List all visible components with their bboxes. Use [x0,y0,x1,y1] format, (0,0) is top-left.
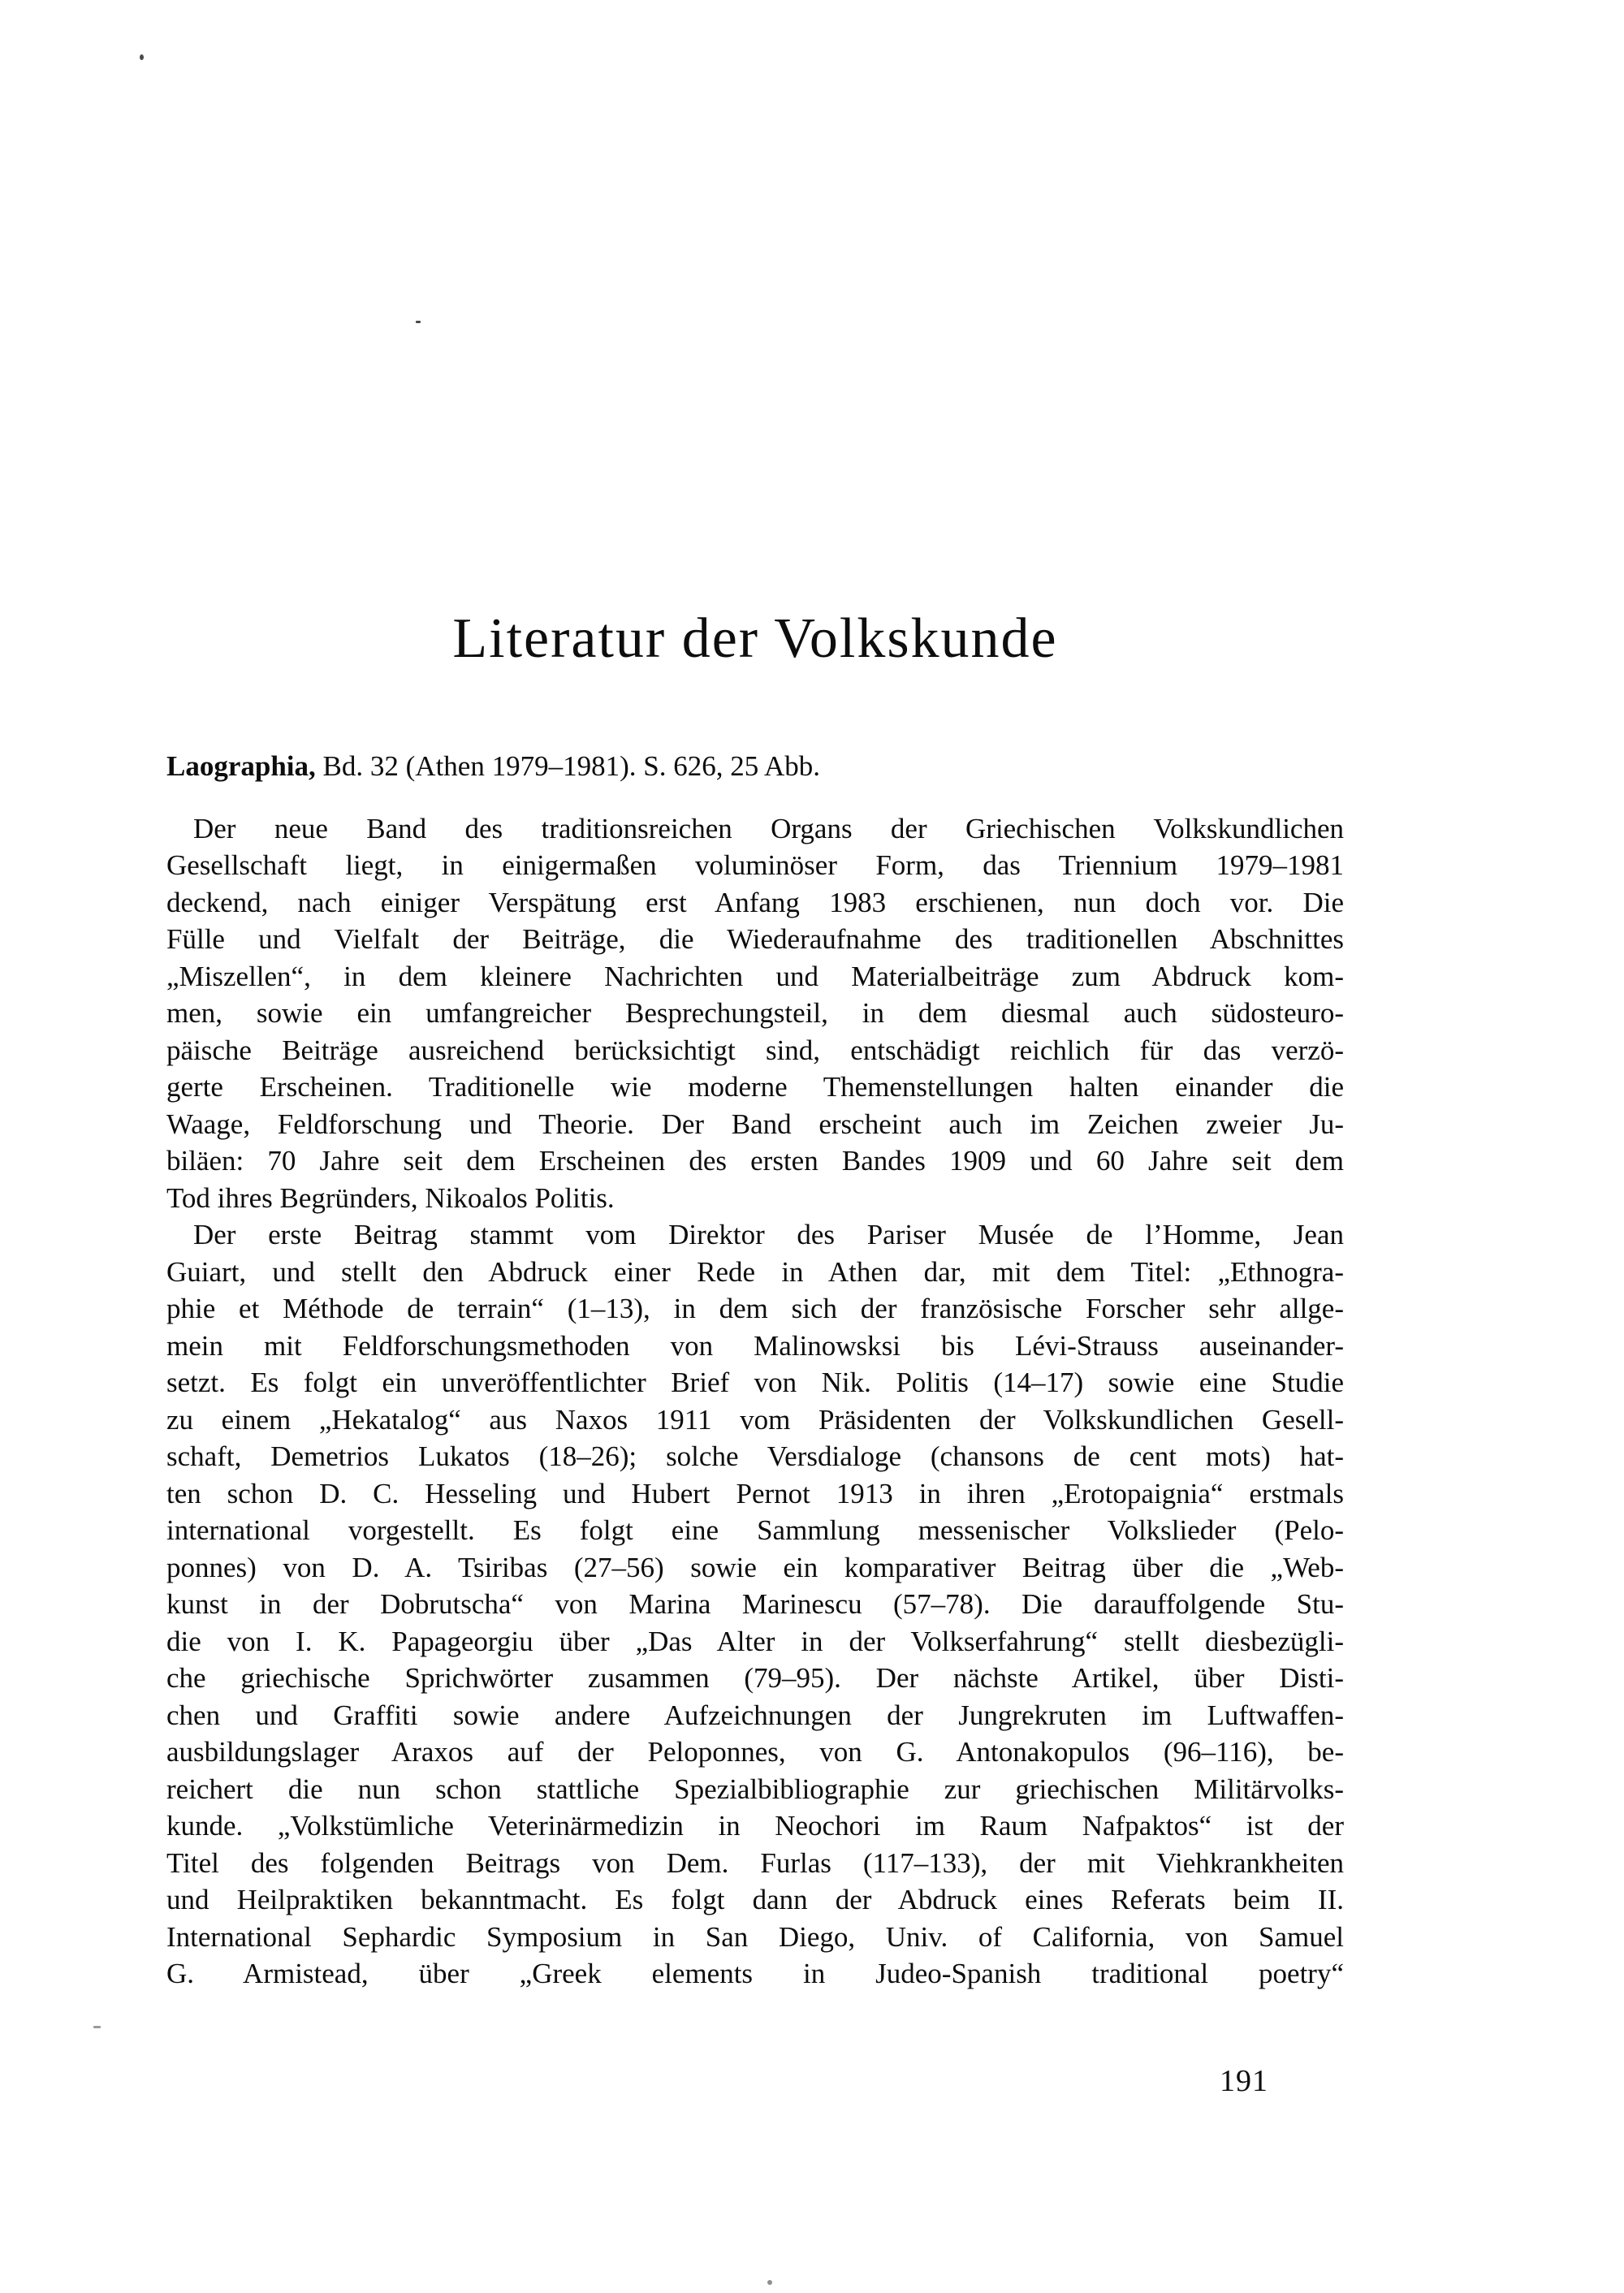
text-line: kunde. „Volkstümliche Veterinärmedizin in Neochori im Raum Nafpaktos“ ist der [166,1810,1344,1842]
text-line: gerte Erscheinen. Traditionelle wie moderne Themenstellungen halten einander die [166,1071,1344,1103]
text-line: ausbildungslager Araxos auf der Peloponnes, von G. Antonakopulos (96–116), be- [166,1736,1344,1768]
text-line: che griechische Sprichwörter zusammen (79–95). Der nächste Artikel, über Disti- [166,1662,1344,1694]
text-line: päische Beiträge ausreichend berücksichtigt sind, entschädigt reichlich für das verzö- [166,1034,1344,1066]
text-line: Tod ihres Begründers, Nikoalos Politis. [166,1181,615,1214]
text-line: kunst in der Dobrutscha“ von Marina Marinescu (57–78). Die darauffolgende Stu- [166,1588,1344,1620]
scan-artifact-dot [767,2280,772,2285]
text-line: „Miszellen“, in dem kleinere Nachrichten und Materialbeiträge zum Abdruck kom- [166,960,1344,992]
text-line: Waage, Feldforschung und Theorie. Der Band erscheint auch im Zeichen zweier Ju- [166,1108,1344,1140]
review-text-block [166,748,1344,1993]
text-line: und Heilpraktiken bekanntmacht. Es folgt dann der Abdruck eines Referats beim II. [166,1884,1344,1915]
text-line: men, sowie ein umfangreicher Besprechungsteil, in dem diesmal auch südosteuro- [166,997,1344,1029]
text-line: Fülle und Vielfalt der Beiträge, die Wiederaufnahme des traditionellen Abschnittes [166,923,1344,955]
text-line: Der neue Band des traditionsreichen Organs der Griechischen Volkskundlichen [193,812,1344,844]
text-line: G. Armistead, über „Greek elements in Judeo-Spanish traditional poetry“ [166,1958,1344,1989]
review-paragraph-2 [166,1216,1344,1993]
journal-name: Laographia, [166,750,316,782]
review-paragraph-1 [166,810,1344,1217]
text-line: Der erste Beitrag stammt vom Direktor des Pariser Musée de l’Homme, Jean [193,1219,1344,1250]
text-line: Guiart, und stellt den Abdruck einer Rede in Athen dar, mit dem Titel: „Ethnogra- [166,1255,1344,1288]
scan-artifact-dot [140,54,144,60]
text-line: zu einem „Hekatalog“ aus Naxos 1911 vom Präsidenten der Volkskundlichen Gesell- [166,1403,1344,1436]
text-line: international vorgestellt. Es folgt eine Sammlung messenischer Volkslieder (Pelo- [166,1514,1344,1546]
scan-artifact-dot [416,321,421,323]
text-line: International Sephardic Symposium in San Diego, Univ. of California, von Samuel [166,1920,1344,1953]
page-number: 191 [1220,2064,1268,2098]
text-line: Titel des folgenden Beitrags von Dem. Furlas (117–133), der mit Viehkrankheiten [166,1846,1344,1879]
text-line: chen und Graffiti sowie andere Aufzeichnungen der Jungrekruten im Luftwaffen- [166,1699,1344,1731]
text-line: mein mit Feldforschungsmethoden von Malinowsksi bis Lévi-Strauss auseinander- [166,1329,1344,1362]
text-line: ponnes) von D. A. Tsiribas (27–56) sowie ein komparativer Beitrag über die „Web- [166,1551,1344,1583]
text-line: biläen: 70 Jahre seit dem Erscheinen des ersten Bandes 1909 und 60 Jahre seit dem [166,1145,1344,1177]
text-line: schaft, Demetrios Lukatos (18–26); solche Versdialoge (chansons de cent mots) hat- [166,1440,1344,1472]
text-line: Gesellschaft liegt, in einigermaßen voluminöser Form, das Triennium 1979–1981 [166,849,1344,881]
scan-artifact-dot [93,2026,101,2028]
text-line: die von I. K. Papageorgiu über „Das Alter in der Volkserfahrung“ stellt diesbezügli- [166,1625,1344,1657]
citation-details: Bd. 32 (Athen 1979–1981). S. 626, 25 Abb. [315,750,821,782]
text-line: phie et Méthode de terrain“ (1–13), in dem sich der französische Forscher sehr allge- [166,1293,1344,1324]
text-line: reichert die nun schon stattliche Spezialbibliographie zur griechischen Militärvolks- [166,1773,1344,1805]
page-title: Literatur der Volkskunde [452,607,1058,670]
text-line: setzt. Es folgt ein unveröffentlichter Brief von Nik. Politis (14–17) sowie eine Studie [166,1367,1344,1398]
journal-citation [166,748,1344,785]
text-line: ten schon D. C. Hesseling und Hubert Pernot 1913 in ihren „Erotopaignia“ erstmals [166,1477,1344,1509]
text-line: deckend, nach einiger Verspätung erst Anfang 1983 erschienen, nun doch vor. Die [166,886,1344,918]
